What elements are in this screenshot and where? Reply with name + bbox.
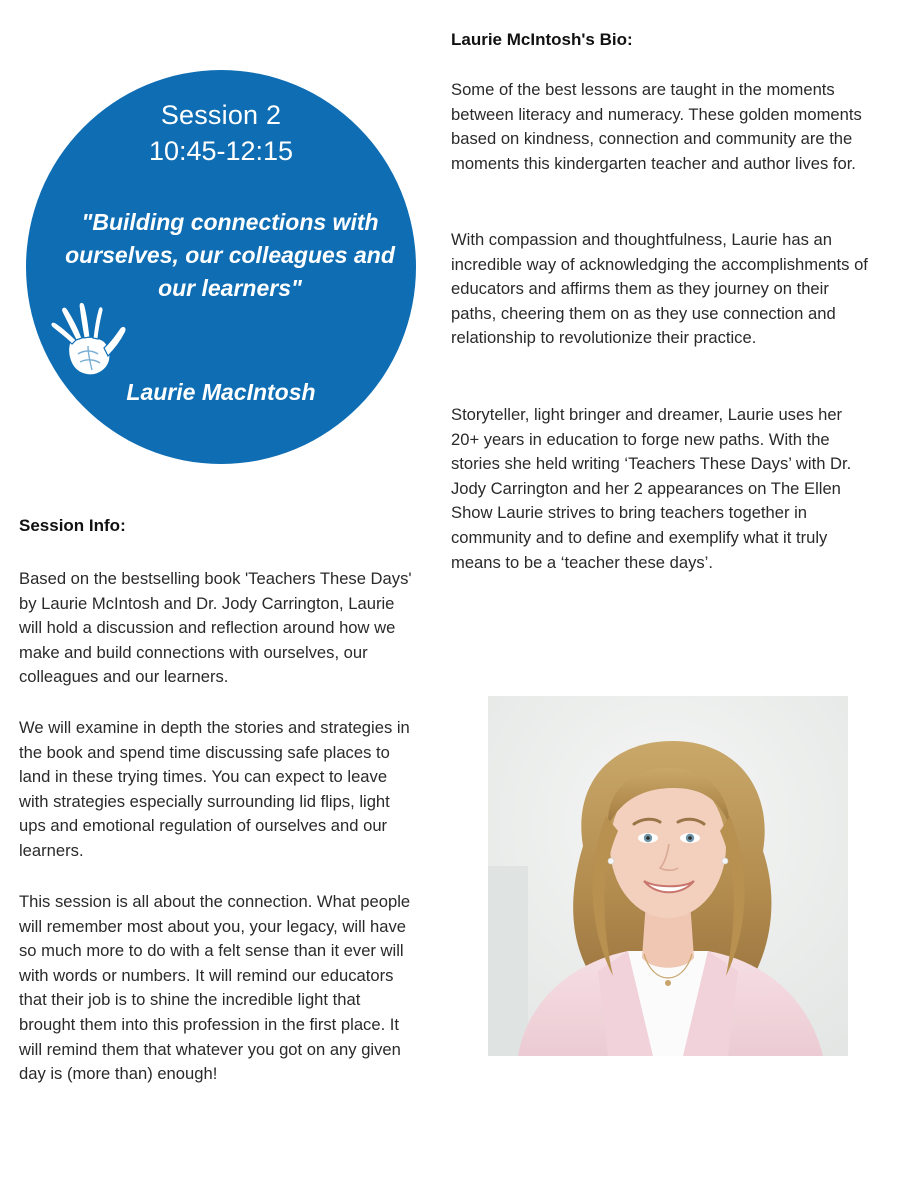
session-badge (26, 70, 416, 464)
speaker-name: Laurie MacIntosh (126, 379, 316, 405)
session-title: "Building connections with ourselves, our colleagues and our learners" (65, 209, 395, 301)
bio-paragraph-1: Some of the best lessons are taught in the moments between literacy and numeracy. These golden moments based on kindness, connection and community are the moments this kindergarten teacher and author lives for. (451, 80, 862, 173)
session-info-paragraph-2: We will examine in depth the stories and strategies in the book and spend time discussing safe places to land in these trying times. You can expect to leave with strategies especially surrounding lid flips, light ups and emotional regulation of ourselves and our learners. (19, 718, 410, 860)
session-time: 10:45-12:15 (148, 136, 294, 166)
session-info-paragraph-1: Based on the bestselling book 'Teachers These Days' by Laurie McIntosh and Dr. Jody Carrington, Laurie will hold a discussion and reflection around how we make and build connections with ourselves, our colleagues and our learners. (19, 569, 412, 687)
bio-paragraph-3: Storyteller, light bringer and dreamer, Laurie uses her 20+ years in education to forge new paths. With the stories she held writing ‘Teachers These Days’ with Dr. Jody Carrington and her 2 appearances on The Ellen Show Laurie strives to bring teachers together in community and to define and exemplify what it truly means to be a ‘teacher these days’. (451, 405, 852, 572)
handprint-icon (48, 298, 128, 382)
session-info-heading: Session Info: (19, 516, 126, 535)
bio-paragraph-2: With compassion and thoughtfulness, Laurie has an incredible way of acknowledging the accomplishments of educators and affirms them as they journey on their paths, cheering them on as they use connection and relationship to revolutionize their practice. (451, 230, 868, 348)
session-number: Session 2 (160, 100, 282, 130)
session-info-paragraph-3: This session is all about the connection. What people will remember most about you, your legacy, will have so much more to do with a felt sense than it ever will with words or numbers. It will remind our educators that their job is to shine the incredible light that brought them into this profession in the first place. It will remind them that whatever you got on any given day is (more than) enough! (19, 892, 411, 1084)
bio-heading: Laurie McIntosh's Bio: (451, 30, 633, 49)
speaker-photo (488, 696, 848, 1056)
portrait-illustration (488, 696, 848, 1056)
